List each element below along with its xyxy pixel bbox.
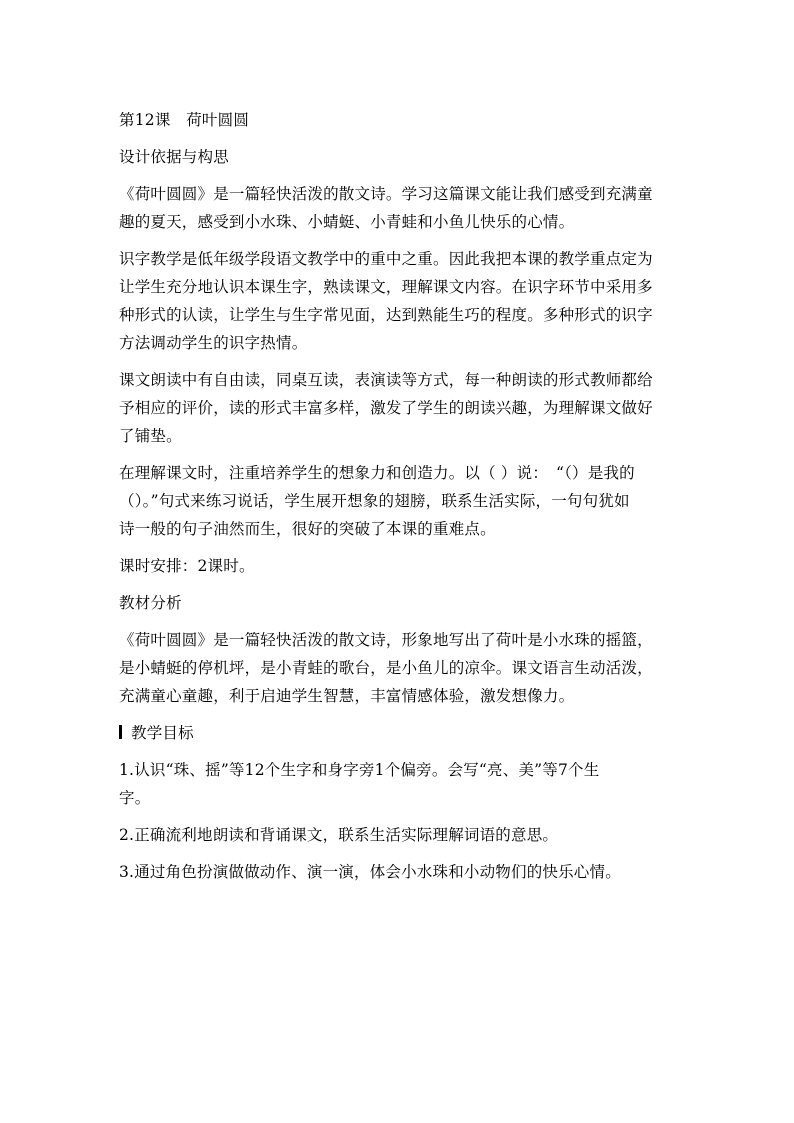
text-line: 了铺垫。 bbox=[119, 427, 182, 445]
analysis-heading: 教材分析 bbox=[119, 594, 182, 612]
text-line: 《荷叶圆圆》是一篇轻快活泼的散文诗。学习这篇课文能让我们感受到充满童 bbox=[119, 185, 653, 203]
design-paragraph-1 bbox=[119, 180, 679, 236]
text-line: 诗一般的句子油然而生，很好的突破了本课的重难点。 bbox=[119, 520, 496, 538]
text-line: 识字教学是低年级学段语文教学中的重中之重。因此我把本课的教学重点定为 bbox=[119, 250, 653, 268]
text-line: 让学生充分地认识本课生字，熟读课文，理解课文内容。在识字环节中采用多 bbox=[119, 278, 653, 296]
document-body bbox=[119, 106, 679, 895]
goals-heading-text: 教学目标 bbox=[131, 724, 194, 742]
text-line: 方法调动学生的识字热情。 bbox=[119, 334, 308, 352]
text-line: 2.正确流利地朗读和背诵课文，联系生活实际理解词语的意思。 bbox=[119, 826, 559, 844]
design-paragraph-4 bbox=[119, 459, 679, 543]
text-line: 字。 bbox=[119, 789, 151, 807]
text-line: 在理解课文时，注重培养学生的想象力和创造力。以（ ）说： “（）是我的 bbox=[119, 464, 635, 482]
goals-heading bbox=[119, 719, 679, 747]
design-heading: 设计依据与构思 bbox=[119, 148, 229, 166]
text-line: 趣的夏天，感受到小水珠、小蜻蜓、小青蛙和小鱼儿快乐的心情。 bbox=[119, 213, 575, 231]
section-bar-icon bbox=[119, 725, 122, 739]
text-line: 《荷叶圆圆》是一篇轻快活泼的散文诗，形象地写出了荷叶是小水珠的摇篮， bbox=[119, 631, 653, 649]
goal-item-3 bbox=[119, 858, 679, 886]
text-line: 予相应的评价，读的形式丰富多样，激发了学生的朗读兴趣，为理解课文做好 bbox=[119, 399, 653, 417]
text-line: 课文朗读中有自由读，同桌互读，表演读等方式，每一种朗读的形式教师都给 bbox=[119, 371, 653, 389]
text-line: 1.认识“珠、摇”等12个生字和身字旁1个偏旁。会写“亮、美”等7个生 bbox=[119, 761, 600, 779]
goal-item-2 bbox=[119, 821, 679, 849]
text-line: 3.通过角色扮演做做动作、演一演，体会小水珠和小动物们的快乐心情。 bbox=[119, 863, 621, 881]
design-paragraph-3 bbox=[119, 366, 679, 450]
lesson-title: 第12课 荷叶圆圆 bbox=[119, 111, 250, 129]
text-line: （）。”句式来练习说话，学生展开想象的翅膀，联系生活实际，一句句犹如 bbox=[119, 492, 630, 510]
goal-item-1 bbox=[119, 756, 679, 812]
design-paragraph-2 bbox=[119, 245, 679, 357]
text-line: 充满童心童趣，利于启迪学生智慧，丰富情感体验，激发想像力。 bbox=[119, 687, 575, 705]
text-line: 是小蜻蜓的停机坪，是小青蛙的歌台，是小鱼儿的凉伞。课文语言生动活泼， bbox=[119, 659, 653, 677]
text-line: 种形式的认读，让学生与生字常见面，达到熟能生巧的程度。多种形式的识字 bbox=[119, 306, 653, 324]
schedule-text: 课时安排：2课时。 bbox=[119, 557, 255, 575]
analysis-paragraph bbox=[119, 626, 679, 710]
